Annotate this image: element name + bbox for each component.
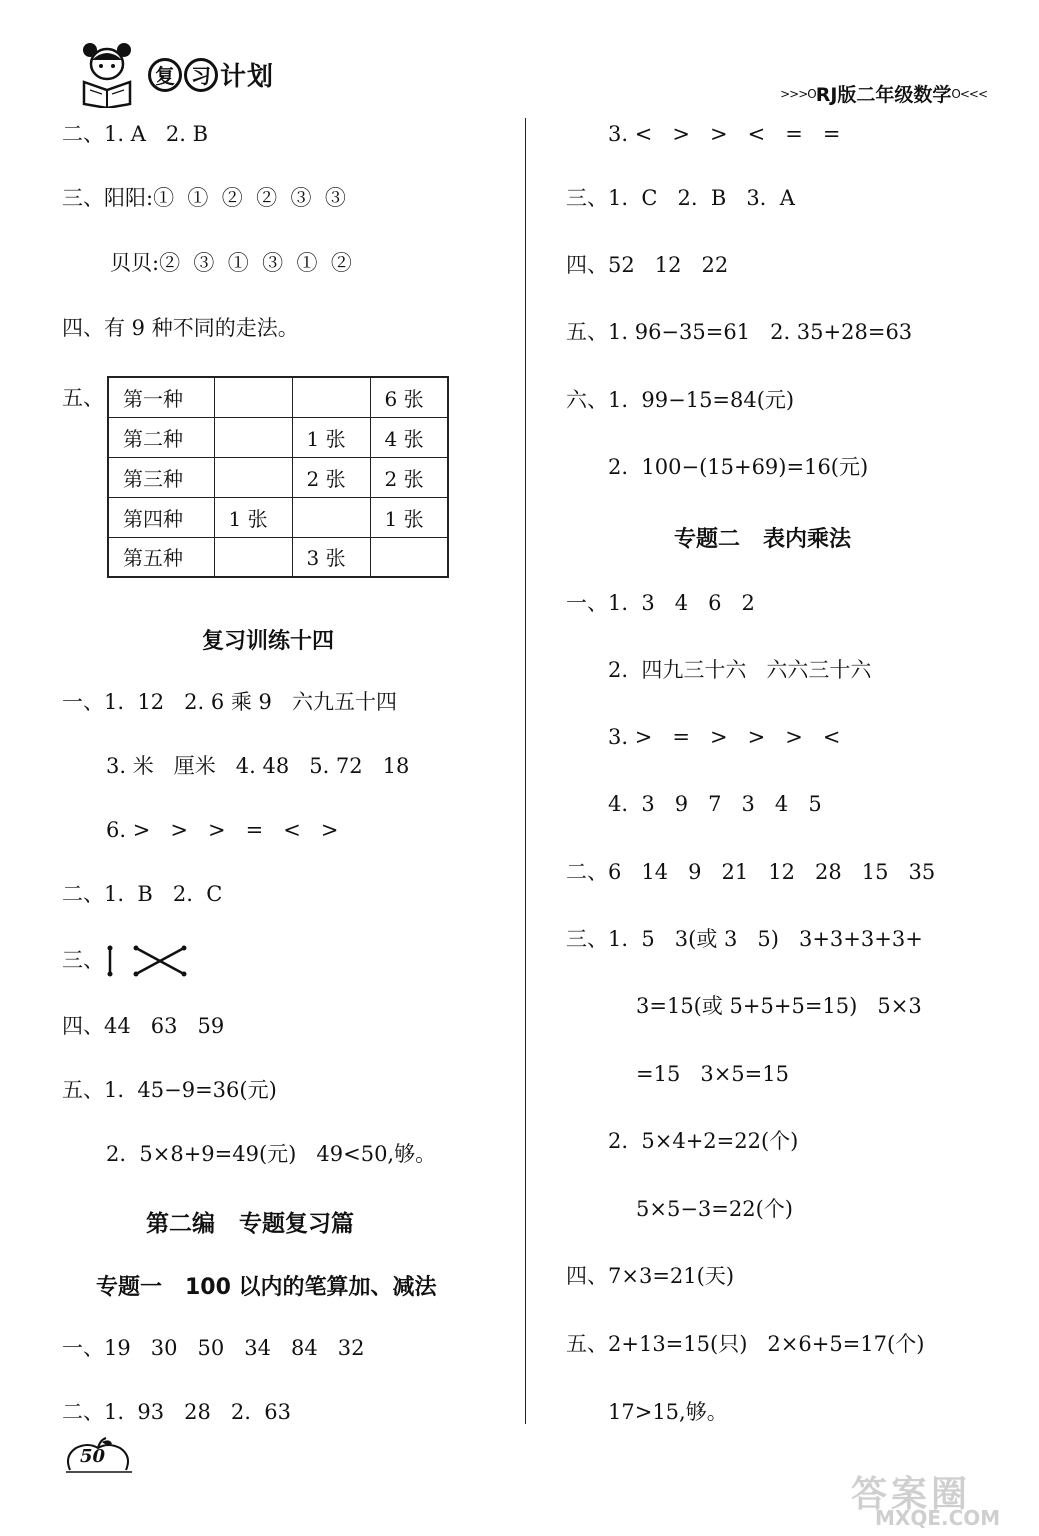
answer-line: 五、1. 45−9=36(元) — [62, 1078, 277, 1102]
answer-line: 二、1. 93 28 2. 63 — [62, 1400, 291, 1424]
table-cell — [370, 537, 448, 577]
answer-line: 三、1. 5 3(或 3 5) 3+3+3+3+ — [566, 927, 923, 951]
page-number-badge — [62, 1436, 136, 1476]
table-row — [108, 497, 448, 537]
series-text: RJ版二年级数学 — [815, 84, 952, 106]
brand-title — [148, 56, 274, 93]
table-cell — [292, 377, 370, 417]
answer-line: 3. 米 厘米 4. 48 5. 72 18 — [106, 754, 410, 778]
ways-table — [107, 376, 449, 578]
table-cell: 1 张 — [214, 497, 292, 537]
answer-line: 6. > > > = < > — [106, 818, 339, 842]
table-cell: 第五种 — [108, 537, 214, 577]
brand-circled-char: 复 — [148, 58, 182, 92]
answer-line: 五、2+13=15(只) 2×6+5=17(个) — [566, 1332, 925, 1356]
answer-line: 一、1. 12 2. 6 乘 9 六九五十四 — [62, 690, 397, 714]
answer-line: 一、19 30 50 34 84 32 — [62, 1336, 365, 1360]
answer-line: 17>15,够。 — [608, 1400, 728, 1424]
watermark — [831, 1466, 1021, 1530]
table-cell — [214, 457, 292, 497]
table-row — [108, 537, 448, 577]
answer-line: 二、1. A 2. B — [62, 122, 209, 146]
answer-line: 二、6 14 9 21 12 28 15 35 — [566, 860, 936, 884]
answer-line: 3=15(或 5+5+5=15) 5×3 — [636, 994, 922, 1018]
answer-line: 三、1. C 2. B 3. A — [566, 186, 795, 210]
table-cell: 第四种 — [108, 497, 214, 537]
part-heading: 第二编 专题复习篇 — [146, 1211, 355, 1237]
answer-line: 四、52 12 22 — [566, 253, 729, 277]
answer-line: 一、1. 3 4 6 2 — [566, 591, 755, 615]
watermark-text: 答案圈 — [851, 1474, 972, 1515]
table-cell — [292, 497, 370, 537]
table-cell: 第二种 — [108, 417, 214, 457]
section-heading: 复习训练十四 — [202, 629, 335, 654]
series-right-deco: O<<< — [951, 86, 987, 101]
answer-line: 贝贝:② ③ ① ③ ① ② — [110, 251, 352, 275]
section-heading: 专题二 表内乘法 — [674, 527, 851, 552]
table-row — [108, 457, 448, 497]
matching-lines-icon — [100, 942, 190, 978]
answer-line: 2. 5×4+2=22(个) — [608, 1129, 799, 1153]
answer-label: 五、 — [62, 386, 104, 410]
answer-line: 三、阳阳:① ① ② ② ③ ③ — [62, 186, 346, 210]
answer-label: 三、 — [62, 948, 104, 972]
table-cell: 1 张 — [292, 417, 370, 457]
table-cell: 1 张 — [370, 497, 448, 537]
table-cell: 4 张 — [370, 417, 448, 457]
answer-line: 六、1. 99−15=84(元) — [566, 388, 795, 412]
answer-line: 四、有 9 种不同的走法。 — [62, 316, 299, 340]
answer-line: 3. < > > < = = — [608, 122, 841, 146]
table-row — [108, 417, 448, 457]
reading-girl-icon — [76, 40, 138, 108]
table-row — [108, 377, 448, 417]
table-cell — [214, 537, 292, 577]
answer-line: 5×5−3=22(个) — [636, 1197, 793, 1221]
brand-circled-char: 习 — [184, 58, 218, 92]
table-cell: 第三种 — [108, 457, 214, 497]
column-divider — [525, 118, 526, 1424]
section-heading: 专题一 100 以内的笔算加、减法 — [96, 1275, 437, 1300]
watermark-url: MXQE.COM — [875, 1506, 1001, 1530]
table-cell — [214, 417, 292, 457]
table-cell: 6 张 — [370, 377, 448, 417]
series-label — [780, 80, 987, 107]
answer-line: 2. 四九三十六 六六三十六 — [608, 658, 872, 682]
answer-line: 四、44 63 59 — [62, 1014, 225, 1038]
answer-line: 2. 100−(15+69)=16(元) — [608, 455, 869, 479]
brand-rest: 计划 — [220, 62, 275, 92]
answer-line: 2. 5×8+9=49(元) 49<50,够。 — [106, 1142, 437, 1166]
table-cell: 3 张 — [292, 537, 370, 577]
table-cell: 第一种 — [108, 377, 214, 417]
table-cell: 2 张 — [370, 457, 448, 497]
table-cell — [214, 377, 292, 417]
answer-line: 3. > = > > > < — [608, 725, 841, 749]
answer-line: 五、1. 96−35=61 2. 35+28=63 — [566, 320, 913, 344]
page-header — [0, 0, 1039, 110]
page-number: 50 — [80, 1446, 106, 1467]
series-left-deco: >>>O — [780, 86, 816, 101]
answer-line: 二、1. B 2. C — [62, 882, 223, 906]
answer-line: 4. 3 9 7 3 4 5 — [608, 792, 822, 816]
answer-line: 四、7×3=21(天) — [566, 1264, 735, 1288]
answer-line: =15 3×5=15 — [636, 1062, 789, 1086]
table-cell: 2 张 — [292, 457, 370, 497]
